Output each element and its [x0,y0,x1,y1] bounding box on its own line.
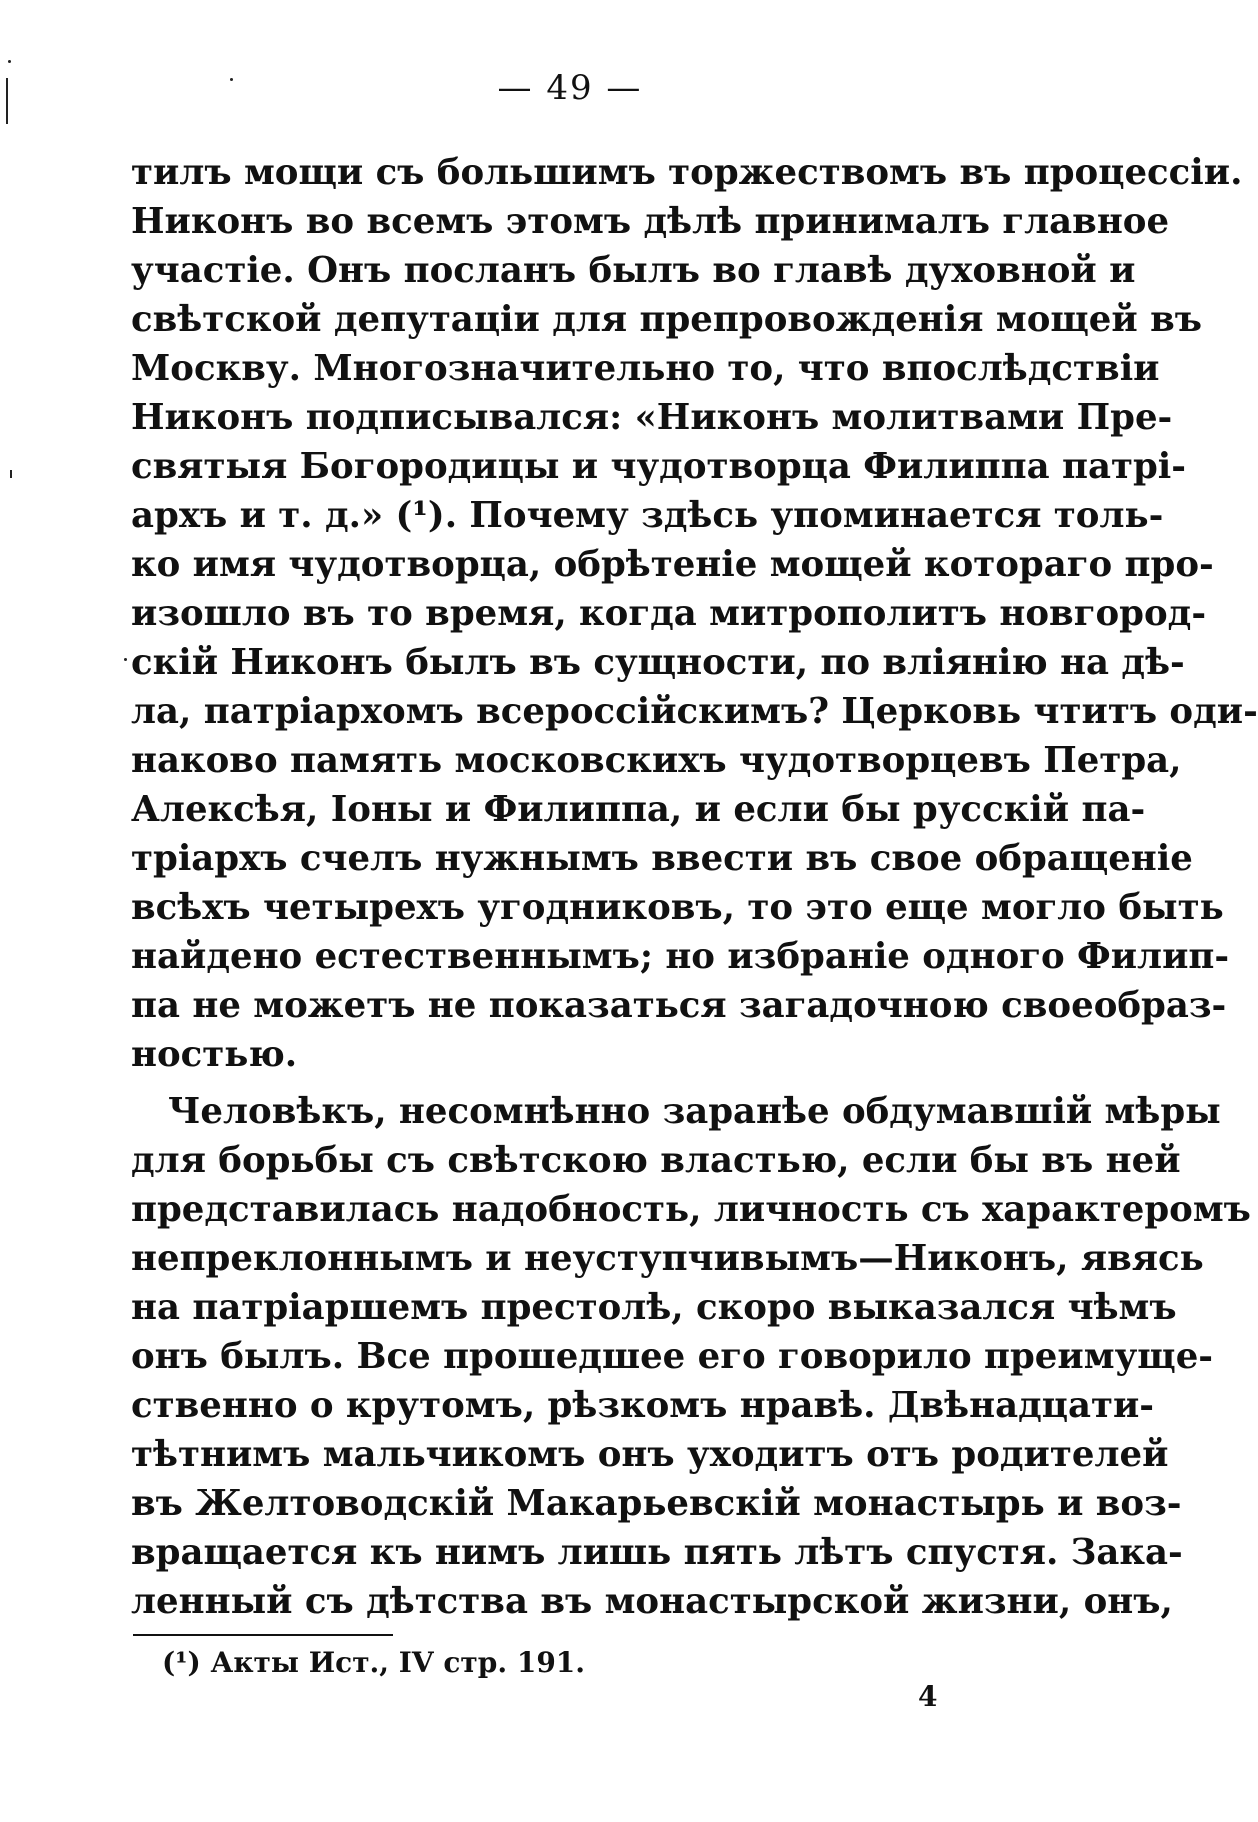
footnote: (¹) Акты Ист., IV стр. 191. [162,1646,586,1679]
text-line: непреклоннымъ и неуступчивымъ—Никонъ, явясь [131,1238,1204,1279]
text-line: святыя Богородицы и чудотворца Филиппа патрі- [131,446,1186,487]
scan-margin-mark [10,470,12,478]
paragraph-1 [131,148,1258,1079]
text-line: ко имя чудотворца, обрѣтеніе мощей котораго про- [131,544,1214,585]
text-line: Москву. Многозначительно то, что впослѣдствіи [131,348,1160,389]
text-line: ственно о крутомъ, рѣзкомъ нравѣ. Двѣнадцати- [131,1385,1155,1426]
scan-margin-mark [6,78,8,124]
text-line: найдено естественнымъ; но избраніе одного Филип- [131,936,1230,977]
text-line: тѣтнимъ мальчикомъ онъ уходитъ отъ родителей [131,1434,1169,1475]
text-line: для борьбы съ свѣтскою властью, если бы въ ней [131,1140,1181,1181]
paragraph-2 [131,1087,1251,1626]
text-line: на патріаршемъ престолѣ, скоро выказался чѣмъ [131,1287,1177,1328]
text-line: участіе. Онъ посланъ былъ во главѣ духовной и [131,250,1136,291]
text-line: тилъ мощи съ большимъ торжествомъ въ процессіи. [131,152,1243,193]
scan-margin-mark [124,658,127,661]
text-line: свѣтской депутаціи для препровожденія мощей въ [131,299,1202,340]
text-line: онъ былъ. Все прошедшее его говорило преимуще- [131,1336,1214,1377]
text-line: всѣхъ четырехъ угодниковъ, то это еще могло быть [131,887,1224,928]
text-line: Человѣкъ, несомнѣнно заранѣе обдумавшій мѣры [168,1091,1221,1132]
text-line: вращается къ нимъ лишь пять лѣтъ спустя. Зака- [131,1532,1183,1573]
text-line: изошло въ то время, когда митрополитъ новгород- [131,593,1207,634]
text-line: па не можетъ не показаться загадочною своеобраз- [131,985,1227,1026]
text-line: Никонъ подписывался: «Никонъ молитвами Пре- [131,397,1173,438]
text-line: тріархъ счелъ нужнымъ ввести въ свое обращеніе [131,838,1193,879]
footnote-divider [133,1634,393,1636]
text-line: Никонъ во всемъ этомъ дѣлѣ принималъ главное [131,201,1170,242]
text-line: наково память московскихъ чудотворцевъ Петра, [131,740,1182,781]
text-line: Алексѣя, Іоны и Филиппа, и если бы русскій па- [131,789,1146,830]
scan-margin-mark [230,78,233,81]
text-line: скій Никонъ былъ въ сущности, по вліянію на дѣ- [131,642,1185,683]
text-line: ленный съ дѣтства въ монастырской жизни, онъ, [131,1581,1173,1622]
signature-mark: 4 [918,1680,938,1713]
scan-margin-mark [8,60,11,63]
text-line: представилась надобность, личность съ характеромъ [131,1189,1251,1230]
text-line: ла, патріархомъ всероссійскимъ? Церковь чтитъ оди- [131,691,1258,732]
text-line: архъ и т. д.» (¹). Почему здѣсь упоминается толь- [131,495,1164,536]
text-line: въ Желтоводскій Макарьевскій монастырь и воз- [131,1483,1182,1524]
text-line: ностью. [131,1034,298,1075]
page-number: — 49 — [497,68,643,108]
